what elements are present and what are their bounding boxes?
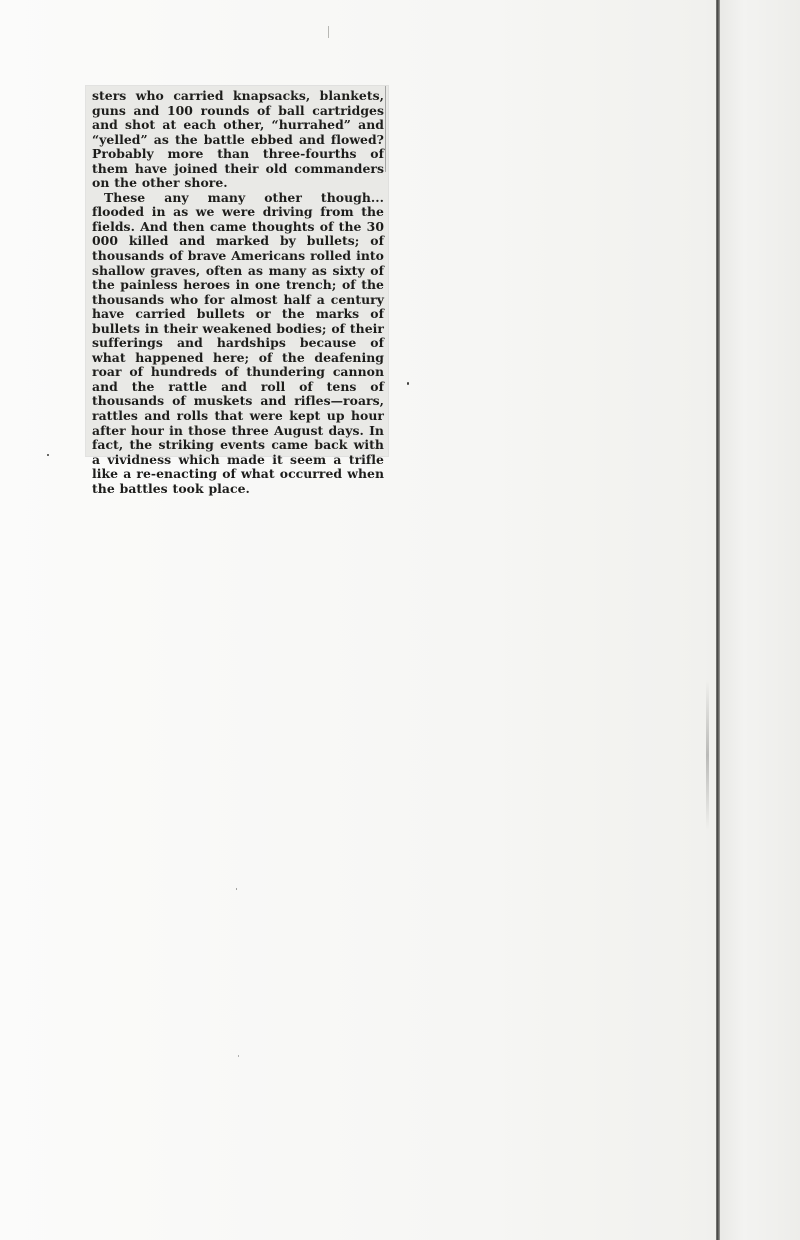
clipping-text <box>92 89 384 496</box>
paragraph-2: These any many other though... flooded in as we were driving from the fields. And then came thoughts of the 30 000 killed and marked by bullets; of thousands of brave Americans rolled into shallow graves, often as many as sixty of the painless heroes in one trench; of the thousands who for almost half a century have carried bullets or the marks of bullets in their weakened bodies; of their sufferings and hardships because of what happened here; of the deafening roar of hundreds of thundering cannon and the rattle and roll of tens of thousands of muskets and rifles—roars, rattles and rolls that were kept up hour after hour in those three August days. In fact, the striking events came back with a vividness which made it seem a trifle like a re-enacting of what occurred when the battles took place. <box>92 189 384 496</box>
paragraph-1: sters who carried knapsacks, blankets, guns and 100 rounds of ball cartridges and shot at each other, “hurrahed” and “yelled” as the battle ebbed and flowed? Probably more than three-fourths of them have joined their old commanders on the other shore. <box>92 88 384 191</box>
clipping-edge <box>385 86 386 172</box>
dust-speck <box>47 454 49 456</box>
scan-mark <box>328 26 329 38</box>
dust-speck <box>407 382 409 385</box>
scan-shadow <box>706 680 709 830</box>
dust-speck <box>236 888 237 890</box>
binding-fold-line <box>716 0 720 1240</box>
adjacent-page-edge <box>720 0 800 1240</box>
dust-speck <box>238 1055 239 1057</box>
